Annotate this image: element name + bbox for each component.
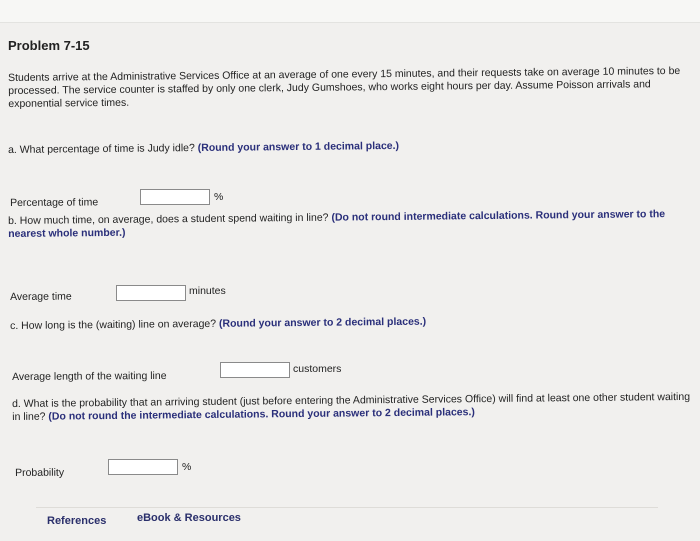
answer-b-label: Average time bbox=[10, 290, 72, 303]
answer-d-input[interactable] bbox=[108, 459, 178, 475]
answer-b-input[interactable] bbox=[116, 285, 186, 301]
ebook-resources-link[interactable]: eBook & Resources bbox=[137, 512, 241, 524]
problem-statement: Students arrive at the Administrative Services Office at an average of one every 15 minutes, and their requests take on average 10 minutes to be processed. The service counter is staffed by only one clerk, Judy Gumshoes, who works eight hours per day. Assume Poisson arrivals and exponential service times. bbox=[8, 64, 681, 110]
question-d bbox=[12, 391, 692, 424]
question-c bbox=[10, 313, 690, 333]
problem-title: Problem 7-15 bbox=[8, 38, 90, 53]
footer-bar bbox=[36, 507, 658, 534]
question-a-instruction: (Round your answer to 1 decimal place.) bbox=[197, 139, 400, 155]
question-c-instruction: (Round your answer to 2 decimal places.) bbox=[218, 315, 427, 330]
question-c-text: c. How long is the (waiting) line on average? bbox=[10, 317, 217, 332]
answer-d-unit: % bbox=[182, 461, 192, 473]
question-a-text: a. What percentage of time is Judy idle? bbox=[8, 142, 195, 156]
top-strip bbox=[0, 0, 700, 23]
answer-d-label: Probability bbox=[15, 466, 65, 479]
question-a bbox=[8, 137, 688, 157]
answer-a-label: Percentage of time bbox=[10, 196, 99, 209]
question-b-instruction: (Do not round intermediate calculations. Round your answer to the nearest whole number.) bbox=[8, 208, 666, 240]
references-link[interactable]: References bbox=[47, 515, 107, 527]
answer-c-unit: customers bbox=[293, 363, 342, 375]
answer-c-input[interactable] bbox=[220, 362, 290, 378]
answer-b-unit: minutes bbox=[189, 285, 226, 297]
answer-c-label: Average length of the waiting line bbox=[12, 369, 167, 383]
question-d-instruction: (Do not round the intermediate calculations. Round your answer to 2 decimal places.) bbox=[48, 406, 475, 423]
answer-a-input[interactable] bbox=[140, 189, 210, 205]
answer-a-unit: % bbox=[214, 191, 224, 203]
question-b bbox=[8, 208, 698, 241]
question-d-text: d. What is the probability that an arriving student (just before entering the Administrative Services Office) will find at least one other student waiting in line? bbox=[12, 390, 691, 423]
question-b-text: b. How much time, on average, does a student spend waiting in line? bbox=[8, 211, 329, 227]
